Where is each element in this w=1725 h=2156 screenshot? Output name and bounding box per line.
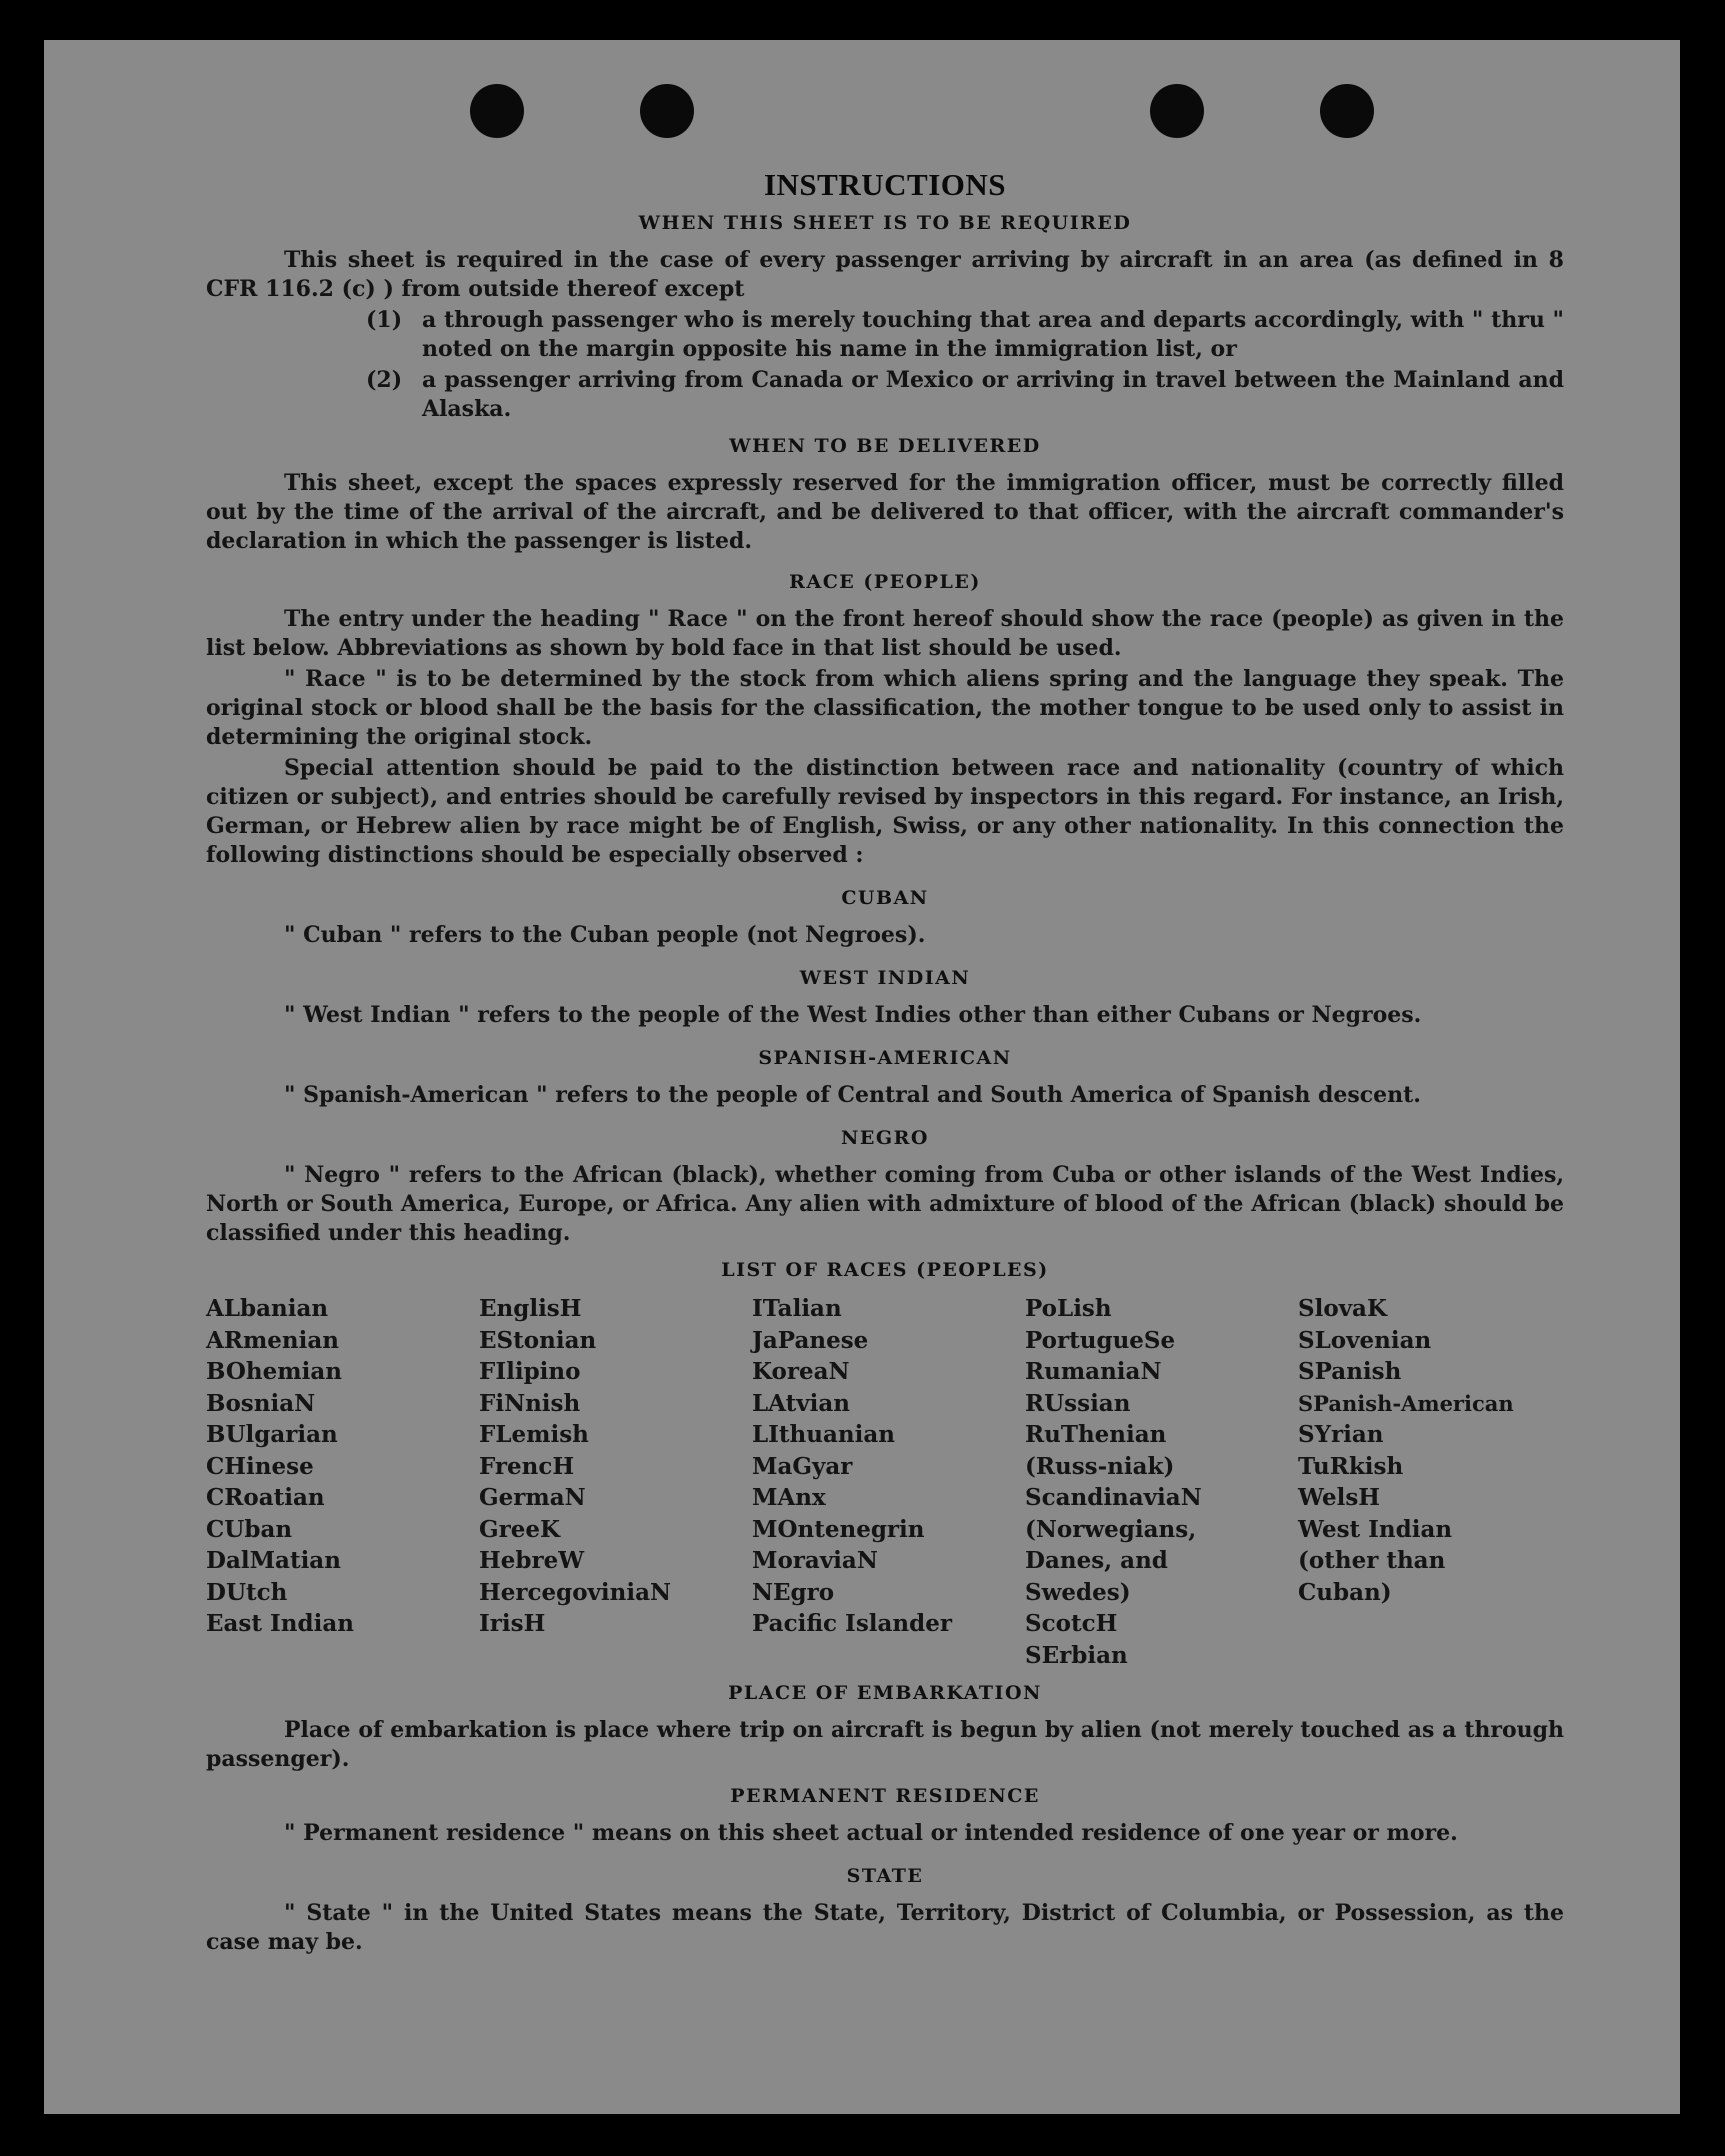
races-column	[1298, 1293, 1564, 1671]
race-entry: MOntenegrin	[752, 1515, 925, 1543]
race-entry: LIthuanian	[752, 1421, 895, 1448]
race-entry: MaGyar	[752, 1452, 853, 1480]
race-entry: ScotcH	[1025, 1610, 1118, 1637]
race-entry: ARmenian	[206, 1326, 340, 1354]
race-entry: BOhemian	[206, 1358, 342, 1385]
item-number: (1)	[366, 307, 403, 333]
race-entry: PoLish	[1025, 1295, 1112, 1322]
races-column	[752, 1293, 1025, 1671]
permanent-residence-text: " Permanent residence " means on this sheet actual or intended residence of one year or more.	[284, 1820, 1458, 1846]
race-entry: NEgro	[752, 1578, 835, 1606]
race-entry: CRoatian	[206, 1484, 325, 1511]
race-entry: RUssian	[1025, 1389, 1131, 1417]
section-heading-spanish-american: SPANISH-AMERICAN	[758, 1047, 1012, 1069]
section-heading-state: STATE	[846, 1865, 924, 1887]
section-heading-negro: NEGRO	[841, 1127, 929, 1149]
races-list	[206, 1293, 1564, 1671]
race-entry: MAnx	[752, 1484, 826, 1511]
race-entry: Pacific Islander	[752, 1610, 952, 1637]
race-entry: CUban	[206, 1515, 293, 1543]
race-entry: HercegoviniaN	[479, 1578, 672, 1606]
race-entry: FLemish	[479, 1421, 589, 1448]
race-entry: GreeK	[479, 1515, 561, 1543]
race-entry: SErbian	[1025, 1641, 1128, 1669]
section-heading-cuban: CUBAN	[841, 887, 929, 909]
race-entry: DUtch	[206, 1578, 288, 1606]
races-column	[1025, 1293, 1298, 1671]
race-entry: East Indian	[206, 1610, 354, 1637]
race-paragraph-2: " Race " is to be determined by the stock from which aliens spring and the language they speak. The original stock or blood shall be the basis for the classification, the mother tongue to be used only to assist in determining the original stock.	[206, 666, 1564, 750]
section-heading-list-of-races: LIST OF RACES (PEOPLES)	[721, 1259, 1049, 1281]
races-column	[479, 1293, 752, 1671]
race-entry: EnglisH	[479, 1295, 582, 1322]
race-entry: CHinese	[206, 1452, 314, 1480]
races-column	[206, 1293, 479, 1671]
race-entry: KoreaN	[752, 1358, 850, 1385]
race-entry: IrisH	[479, 1610, 546, 1637]
state-text: " State " in the United States means the State, Territory, District of Columbia, or Possession, as the case may be.	[206, 1900, 1564, 1955]
punch-hole	[1320, 84, 1374, 138]
race-entry: DalMatian	[206, 1547, 341, 1574]
race-entry: SYrian	[1298, 1421, 1384, 1448]
race-entry: SlovaK	[1298, 1295, 1387, 1322]
race-entry: GermaN	[479, 1484, 586, 1511]
race-entry: HebreW	[479, 1547, 585, 1574]
list-item	[206, 366, 1564, 424]
item-text: a passenger arriving from Canada or Mexico or arriving in travel between the Mainland and Alaska.	[422, 367, 1564, 422]
item-text: a through passenger who is merely touching that area and departs accordingly, with " thru " noted on the margin opposite his name in the immigration list, or	[422, 307, 1564, 362]
race-entry: ScandinaviaN (Norwegians, Danes, and Swedes)	[1025, 1484, 1202, 1606]
negro-text: " Negro " refers to the African (black), whether coming from Cuba or other islands of the West Indies, North or South America, Europe, or Africa. Any alien with admixture of blood of the African (black) should be classified under this heading.	[206, 1162, 1564, 1246]
race-entry: TuRkish	[1298, 1452, 1404, 1480]
section-heading-race: RACE (PEOPLE)	[789, 571, 981, 593]
race-entry: SPanish	[1298, 1358, 1402, 1385]
race-entry: FIlipino	[479, 1358, 581, 1385]
race-paragraph-3: Special attention should be paid to the distinction between race and nationality (country of which citizen or subject), and entries should be carefully revised by inspectors in this regard. For instance, an Irish, German, or Hebrew alien by race might be of English, Swiss, or any other nationality. In this connection the following distinctions should be especially observed :	[206, 755, 1564, 868]
document-sheet	[44, 40, 1680, 2114]
west-indian-text: " West Indian " refers to the people of the West Indies other than either Cubans or Negroes.	[284, 1002, 1422, 1028]
race-paragraph-1: The entry under the heading " Race " on the front hereof should show the race (people) as given in the list below. Abbreviations as shown by bold face in that list should be used.	[206, 606, 1564, 661]
race-entry: RuThenian (Russ-niak)	[1025, 1421, 1175, 1480]
spanish-american-text: " Spanish-American " refers to the people of Central and South America of Spanish descent.	[284, 1082, 1421, 1108]
page-title: INSTRUCTIONS	[763, 167, 1006, 202]
punch-hole	[640, 84, 694, 138]
race-entry: EStonian	[479, 1326, 597, 1354]
race-entry: WelsH	[1298, 1484, 1381, 1511]
race-entry: LAtvian	[752, 1389, 850, 1417]
race-entry: BosniaN	[206, 1389, 316, 1417]
section-heading-when-delivered: WHEN TO BE DELIVERED	[729, 435, 1041, 457]
document-content	[206, 167, 1564, 1959]
cuban-text: " Cuban " refers to the Cuban people (not Negroes).	[284, 922, 926, 948]
punch-hole	[470, 84, 524, 138]
race-entry: SLovenian	[1298, 1326, 1432, 1354]
race-entry: RumaniaN	[1025, 1358, 1162, 1385]
section-heading-when-required: WHEN THIS SHEET IS TO BE REQUIRED	[638, 212, 1132, 234]
race-entry: BUlgarian	[206, 1421, 338, 1448]
race-entry: West Indian (other than Cuban)	[1298, 1515, 1453, 1606]
race-entry: FiNnish	[479, 1389, 581, 1417]
race-entry: PortugueSe	[1025, 1326, 1176, 1354]
when-delivered-text: This sheet, except the spaces expressly reserved for the immigration officer, must be correctly filled out by the time of the arrival of the aircraft, and be delivered to that officer, with the aircraft commander's declaration in which the passenger is listed.	[206, 470, 1564, 554]
race-entry: SPanish-American	[1298, 1390, 1514, 1416]
item-number: (2)	[366, 367, 403, 393]
section-heading-place-of-embarkation: PLACE OF EMBARKATION	[728, 1682, 1042, 1704]
list-item	[206, 306, 1564, 364]
race-entry: MoraviaN	[752, 1547, 878, 1574]
section-heading-west-indian: WEST INDIAN	[799, 967, 971, 989]
race-entry: ITalian	[752, 1295, 842, 1322]
punch-hole	[1150, 84, 1204, 138]
race-entry: ALbanian	[206, 1295, 329, 1322]
race-entry: FrencH	[479, 1452, 575, 1480]
section-heading-permanent-residence: PERMANENT RESIDENCE	[730, 1785, 1040, 1807]
place-of-embarkation-text: Place of embarkation is place where trip on aircraft is begun by alien (not merely touched as a through passenger).	[206, 1717, 1564, 1772]
when-required-intro: This sheet is required in the case of every passenger arriving by aircraft in an area (as defined in 8 CFR 116.2 (c) ) from outside thereof except	[206, 247, 1564, 302]
race-entry: JaPanese	[752, 1326, 869, 1354]
